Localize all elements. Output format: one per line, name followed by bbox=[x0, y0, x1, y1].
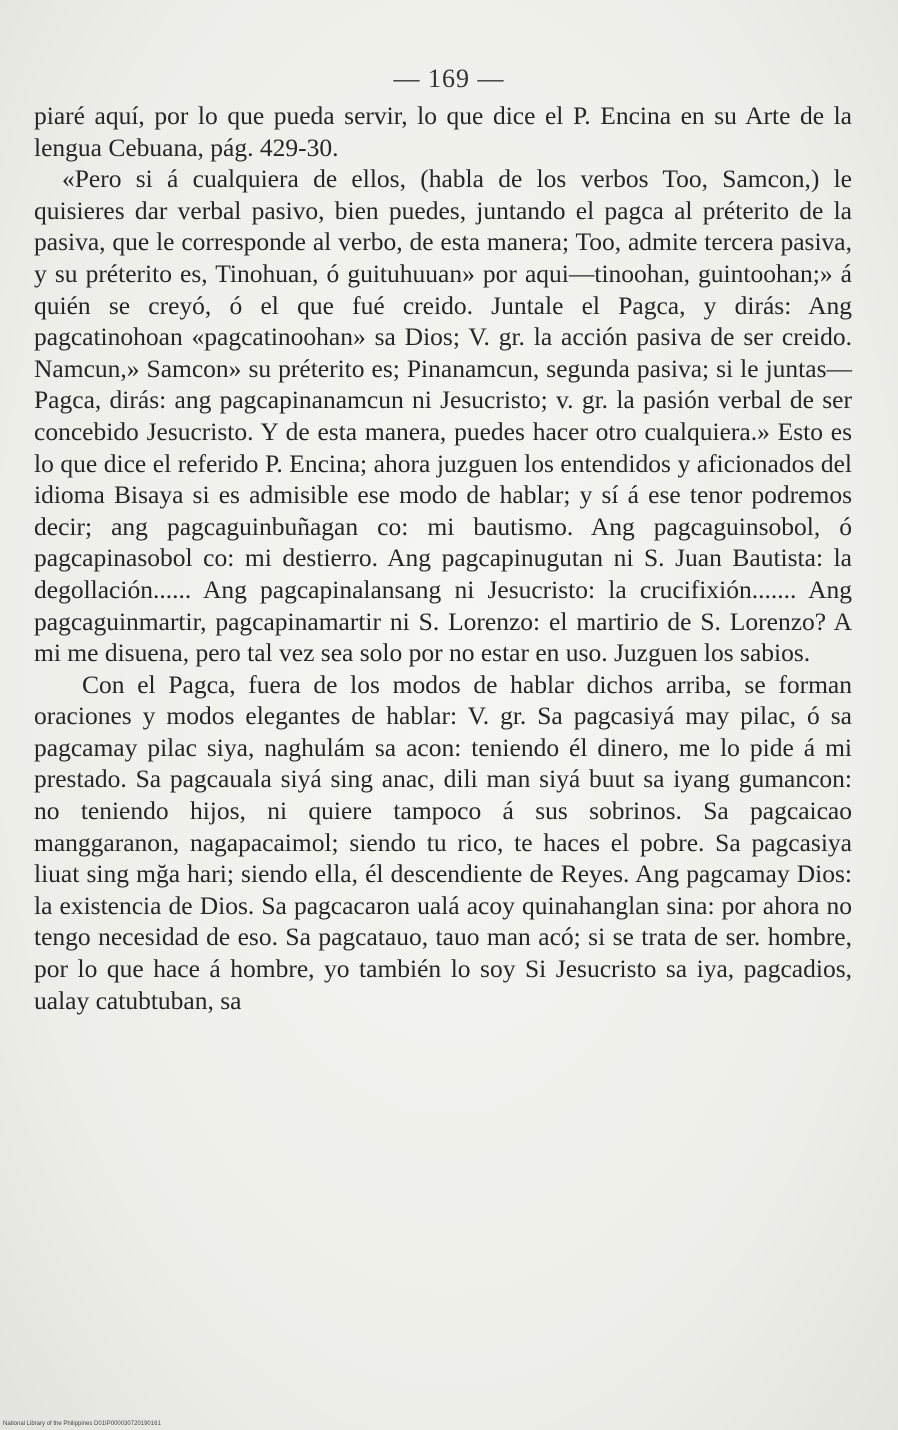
library-footer: National Library of the Philippines D01IP000030720190161 bbox=[3, 1421, 161, 1427]
body-text bbox=[34, 100, 852, 1016]
paragraph-2: «Pero si á cualquiera de ellos, (habla de los verbos Too, Samcon,) le quisieres dar verbal pasivo, bien puedes, juntando el pagca al préterito de la pasiva, que le corresponde al verbo, de esta manera; Too, admite tercera pasiva, y su préterito es, Tinohuan, ó guituhuuan» por aqui—tinoohan, guintoohan;» á quién se creyó, ó el que fué creido. Juntale el Pagca, y dirás: Ang pagcatinohoan «pagcatinoohan» sa Dios; V. gr. la acción pasiva de ser creido. Namcun,» Samcon» su préterito es; Pinanamcun, segunda pasiva; si le juntas—Pagca, dirás: ang pagcapinanamcun ni Jesucristo; v. gr. la pasión verbal de ser concebido Jesucristo. Y de esta manera, puedes hacer otro cualquiera.» Esto es lo que dice el referido P. Encina; ahora juzguen los entendidos y aficionados del idioma Bisaya si es admisible ese modo de hablar; y sí á ese tenor podremos decir; ang pagcaguinbuñagan co: mi bautismo. Ang pagcaguinsobol, ó pagcapinasobol co: mi destierro. Ang pagcapinugutan ni S. Juan Bautista: la degollación...... Ang pagcapinalansang ni Jesucristo: la crucifixión....... Ang pagcaguinmartir, pagcapinamartir ni S. Lorenzo: el martirio de S. Lorenzo? A mi me disuena, pero tal vez sea solo por no estar en uso. Juzguen los sabios. bbox=[34, 164, 852, 668]
paragraph-3: Con el Pagca, fuera de los modos de hablar dichos arriba, se forman oraciones y modos elegantes de hablar: V. gr. Sa pagcasiyá may pilac, ó sa pagcamay pilac siya, naghulám sa acon: teniendo él dinero, me lo pide á mi prestado. Sa pagcauala siyá sing anac, dili man siyá buut sa iyang gumancon: no teniendo hijos, ni quiere tampoco á sus sobrinos. Sa pagcaicao manggaranon, nagapacaimol; siendo tu rico, te haces el pobre. Sa pagcasiya liuat sing mğa hari; siendo ella, él descendiente de Reyes. Ang pagcamay Dios: la existencia de Dios. Sa pagcacaron ualá acoy quinahanglan sina: por ahora no tengo necesidad de eso. Sa pagcatauo, tauo man acó; si se trata de ser. hombre, por lo que hace á hombre, yo también lo soy Si Jesucristo sa iya, pagcadios, ualay catubtuban, sa bbox=[34, 669, 852, 1015]
paragraph-1: piaré aquí, por lo que pueda servir, lo que dice el P. Encina en su Arte de la lengua Cebuana, pág. 429-30. bbox=[34, 101, 852, 162]
page-number: — 169 — bbox=[393, 64, 505, 93]
